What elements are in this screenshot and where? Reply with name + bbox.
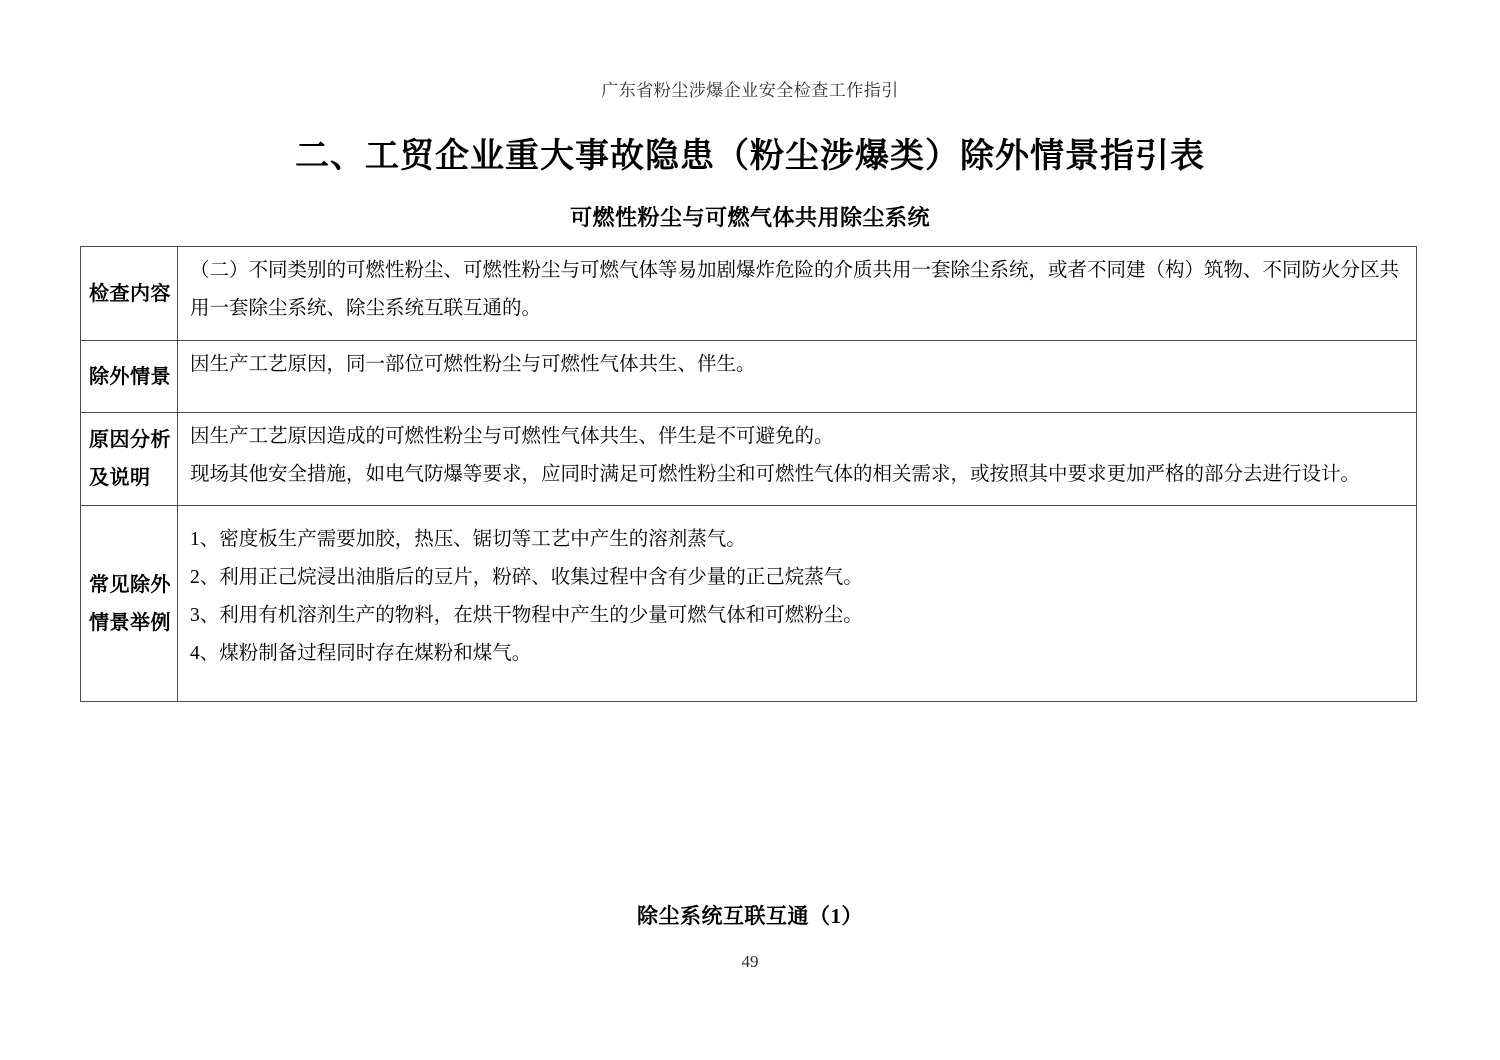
row-header-cell [81,247,178,340]
row-header-cell [81,413,178,505]
section-subtitle: 可燃性粉尘与可燃气体共用除尘系统 [569,205,930,230]
row-content-cell [178,506,1416,701]
row-header-line: 原因分析 [89,429,171,451]
row-header-cell [81,506,178,701]
table-row [81,340,1416,412]
content-paragraph: 因生产工艺原因造成的可燃性粉尘与可燃性气体共生、伴生是不可避免的。 [190,426,834,447]
content-paragraph: 因生产工艺原因，同一部位可燃性粉尘与可燃性气体共生、伴生。 [190,354,756,375]
content-paragraph: 3、利用有机溶剂生产的物料，在烘干物程中产生的少量可燃气体和可燃粉尘。 [190,605,863,626]
content-paragraph: （二）不同类别的可燃性粉尘、可燃性粉尘与可燃气体等易加剧爆炸危险的介质共用一套除尘系统，或者不同建（构）筑物、不同防火分区共用一套除尘系统、除尘系统互联互通的。 [190,260,1400,319]
table-row [81,505,1416,701]
row-header-line: 常见除外 [89,573,171,596]
document-header: 广东省粉尘涉爆企业安全检查工作指引 [601,81,899,100]
content-paragraph: 1、密度板生产需要加胶，热压、锯切等工艺中产生的溶剂蒸气。 [190,529,746,550]
next-section-caption: 除尘系统互联互通（1） [637,904,863,928]
page-number: 49 [741,952,759,971]
row-header-line: 除外情景 [89,365,171,388]
page-title: 二、工贸企业重大事故隐患（粉尘涉爆类）除外情景指引表 [295,138,1205,175]
row-header-line: 情景举例 [89,611,171,634]
content-paragraph: 2、利用正己烷浸出油脂后的豆片，粉碎、收集过程中含有少量的正己烷蒸气。 [190,567,863,588]
row-header-line: 及说明 [89,467,151,489]
table-row [81,412,1416,505]
row-header-line: 检查内容 [89,282,171,305]
row-header-cell [81,341,178,412]
content-paragraph: 现场其他安全措施，如电气防爆等要求，应同时满足可燃性粉尘和可燃性气体的相关需求，或按照其中要求更加严格的部分去进行设计。 [190,464,1361,485]
row-content-cell [178,341,1416,412]
content-paragraph: 4、煤粉制备过程同时存在煤粉和煤气。 [190,643,532,664]
exception-guide-table [80,246,1417,702]
row-content-cell [178,247,1416,340]
table-row [81,247,1416,340]
row-content-cell [178,413,1416,505]
